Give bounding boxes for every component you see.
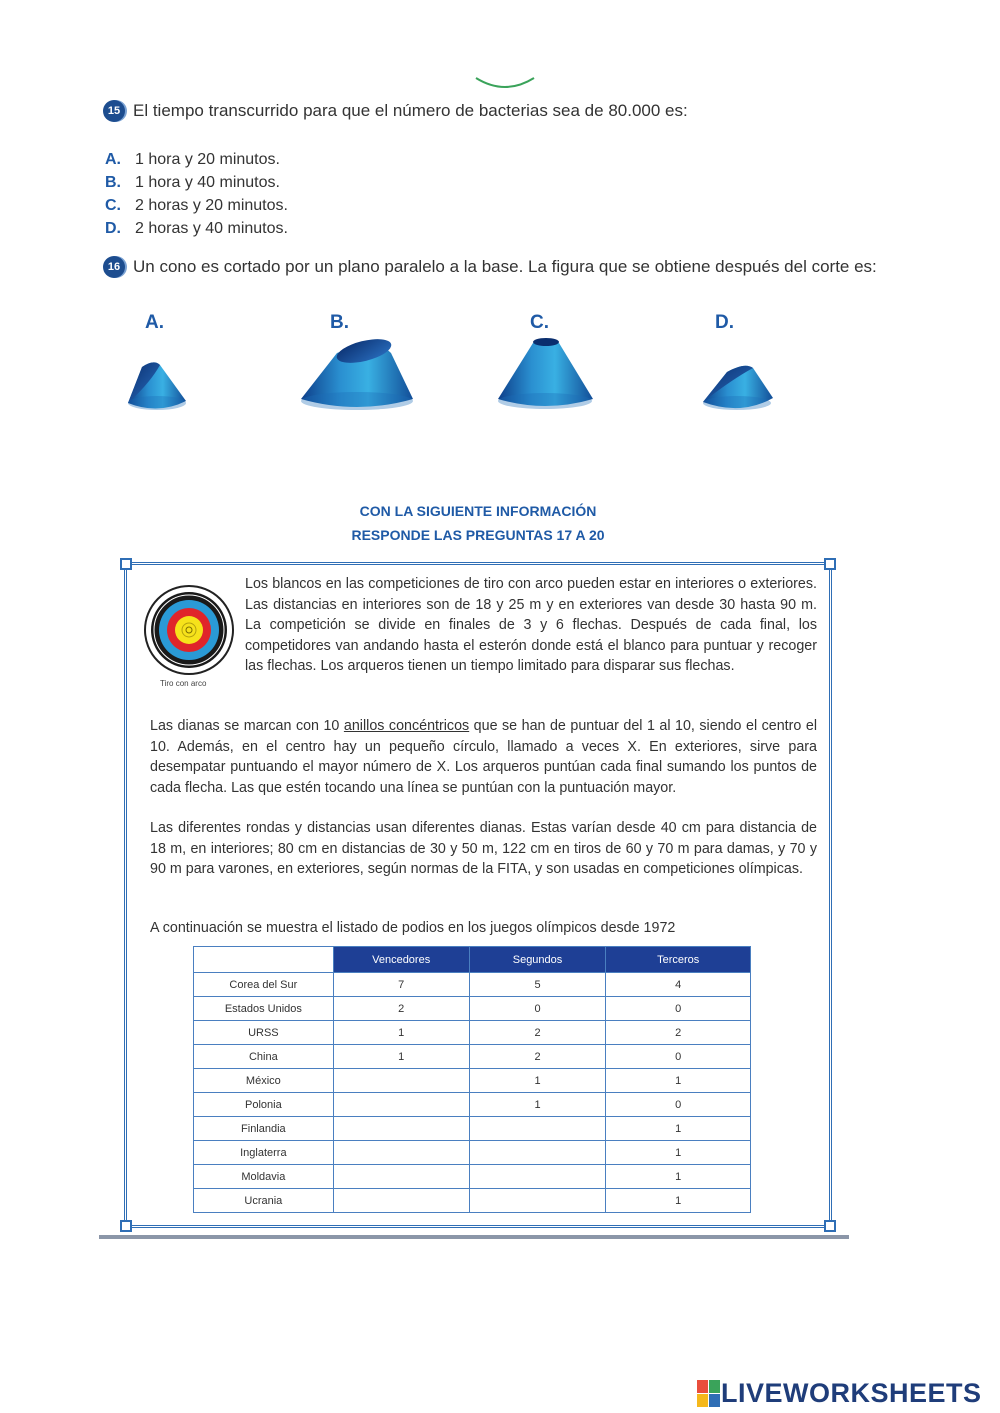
question-15-text: El tiempo transcurrido para que el número de bacterias sea de 80.000 es:: [133, 101, 688, 120]
box-corner: [120, 1220, 132, 1232]
table-cell-value: 5: [469, 973, 606, 997]
table-cell-value: [469, 1141, 606, 1165]
table-cell-value: 7: [333, 973, 469, 997]
section-heading-line1: CON LA SIGUIENTE INFORMACIÓN: [359, 503, 597, 519]
question-number-badge: 15: [103, 100, 125, 122]
option-a[interactable]: A. 1 hora y 20 minutos.: [105, 151, 280, 168]
table-row: [194, 1069, 751, 1093]
cone-option-c-label[interactable]: C.: [530, 312, 549, 333]
table-cell-value: 2: [469, 1021, 606, 1045]
table-row: [194, 1189, 751, 1213]
table-cell-value: 0: [606, 1093, 751, 1117]
podium-table: [193, 946, 751, 1213]
cone-d-figure[interactable]: [697, 358, 779, 416]
table-cell-value: 1: [333, 1045, 469, 1069]
table-cell-country: Estados Unidos: [194, 997, 334, 1021]
image-caption: Tiro con arco: [160, 679, 207, 688]
table-cell-country: Finlandia: [194, 1117, 334, 1141]
liveworksheets-logo: [697, 1378, 982, 1409]
table-cell-value: 1: [606, 1141, 751, 1165]
table-cell-country: Ucrania: [194, 1189, 334, 1213]
box-corner: [120, 558, 132, 570]
underlined-term: anillos concéntricos: [343, 718, 470, 734]
table-cell-value: 2: [333, 997, 469, 1021]
question-16: [103, 256, 877, 278]
table-cell-value: 1: [606, 1117, 751, 1141]
info-paragraph-3: Las diferentes rondas y distancias usan diferentes dianas. Estas varían desde 40 cm para distancia de 18 m, en interiores; 80 cm en distancias de 30 y 50 m, 122 cm en tiros de 60 y 70 m para damas, y 70 y 90 m para varones, en exteriores, según normas de la FITA, y son usadas en competiciones olímpicas.: [150, 820, 817, 877]
table-cell-country: Polonia: [194, 1093, 334, 1117]
table-cell-value: 1: [606, 1069, 751, 1093]
table-cell-value: [333, 1189, 469, 1213]
question-15-options: [105, 148, 288, 240]
table-cell-country: Moldavia: [194, 1165, 334, 1189]
question-number-badge: 16: [103, 256, 125, 278]
cone-option-b-label[interactable]: B.: [330, 312, 349, 333]
table-cell-value: 4: [606, 973, 751, 997]
table-cell-value: [333, 1117, 469, 1141]
cone-a-figure[interactable]: [120, 355, 195, 417]
table-row: [194, 1045, 751, 1069]
table-cell-value: [469, 1117, 606, 1141]
table-row: [194, 1117, 751, 1141]
table-cell-value: [469, 1189, 606, 1213]
table-cell-value: 0: [606, 997, 751, 1021]
logo-blocks-icon: [697, 1380, 721, 1408]
option-b[interactable]: B. 1 hora y 40 minutos.: [105, 174, 280, 191]
cone-c-figure[interactable]: [493, 333, 598, 415]
cone-b-figure[interactable]: [295, 335, 420, 417]
table-cell-value: 0: [606, 1045, 751, 1069]
section-heading-line2: RESPONDE LAS PREGUNTAS 17 A 20: [351, 527, 605, 543]
table-cell-country: México: [194, 1069, 334, 1093]
table-cell-value: [333, 1141, 469, 1165]
table-cell-value: 1: [606, 1189, 751, 1213]
table-cell-value: 0: [469, 997, 606, 1021]
table-header-winners: Vencedores: [333, 947, 469, 973]
cone-option-a-label[interactable]: A.: [145, 312, 164, 333]
table-row: [194, 1141, 751, 1165]
table-cell-country: China: [194, 1045, 334, 1069]
table-cell-country: Inglaterra: [194, 1141, 334, 1165]
archery-target-image: [143, 584, 235, 676]
table-header-thirds: Terceros: [606, 947, 751, 973]
box-corner: [824, 1220, 836, 1232]
info-paragraph-2: Las dianas se marcan con 10 anillos concéntricos que se han de puntuar del 1 al 10, siendo el centro el 10. Además, en el centro hay un pequeño círculo, llamado a veces X. En exteriores, sirve para desempatar puntuando el mayor número de X. Los arqueros puntúan cada final sumando los puntos de cada flecha. Las que estén tocando una línea se puntúan con la puntuación mayor.: [150, 718, 817, 796]
box-corner: [824, 558, 836, 570]
table-cell-value: [333, 1093, 469, 1117]
logo-text: LIVEWORKSHEETS: [721, 1378, 982, 1408]
decorative-arc: [470, 70, 540, 94]
question-15: [103, 100, 688, 122]
question-16-text: Un cono es cortado por un plano paralelo a la base. La figura que se obtiene después del corte es:: [133, 257, 877, 276]
option-d[interactable]: D. 2 horas y 40 minutos.: [105, 220, 288, 237]
cone-option-d-label[interactable]: D.: [715, 312, 734, 333]
table-cell-value: 1: [333, 1021, 469, 1045]
table-header-seconds: Segundos: [469, 947, 606, 973]
table-row: [194, 1021, 751, 1045]
option-c[interactable]: C. 2 horas y 20 minutos.: [105, 197, 288, 214]
table-row: [194, 1165, 751, 1189]
table-header-row: [194, 947, 751, 973]
table-cell-country: URSS: [194, 1021, 334, 1045]
bottom-divider: [99, 1235, 849, 1239]
table-cell-value: 1: [606, 1165, 751, 1189]
table-cell-value: [333, 1165, 469, 1189]
table-cell-country: Corea del Sur: [194, 973, 334, 997]
info-paragraph-4: A continuación se muestra el listado de podios en los juegos olímpicos desde 1972: [150, 920, 676, 936]
table-row: [194, 973, 751, 997]
table-cell-value: 1: [469, 1069, 606, 1093]
table-row: [194, 997, 751, 1021]
table-cell-value: [333, 1069, 469, 1093]
table-cell-value: [469, 1165, 606, 1189]
info-paragraph-1: Los blancos en las competiciones de tiro con arco pueden estar en interiores o exteriores. Las distancias en interiores son de 18 y 25 m y en exteriores van desde 30 hasta 90 m. La competición se divide en finales de 3 y 6 flechas. Después de cada final, los competidores van andando hasta el esterón donde está el blanco para puntuar y recoger las flechas. Los arqueros tienen un tiempo limitado para disparar sus flechas.: [245, 576, 817, 674]
table-row: [194, 1093, 751, 1117]
table-cell-value: 2: [606, 1021, 751, 1045]
table-cell-value: 1: [469, 1093, 606, 1117]
table-cell-value: 2: [469, 1045, 606, 1069]
table-header-blank: [194, 947, 334, 973]
